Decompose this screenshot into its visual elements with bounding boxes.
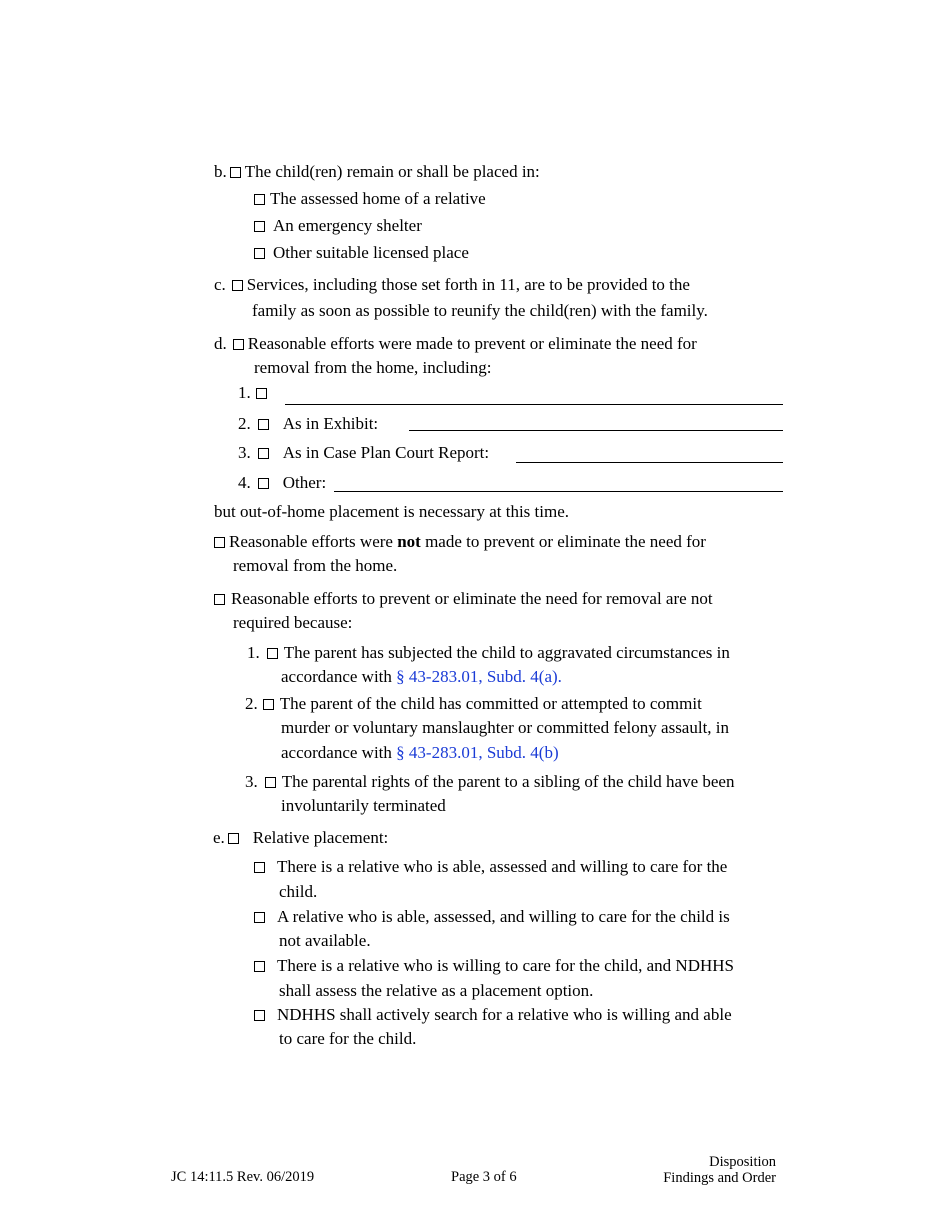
reason-number: 1. — [247, 643, 260, 662]
efforts-not-required-checkbox[interactable] — [214, 594, 225, 605]
placement-option-label: The assessed home of a relative — [270, 189, 486, 208]
relative-option — [254, 905, 730, 929]
reason-number: 2. — [245, 694, 258, 713]
effort-item-checkbox[interactable] — [256, 388, 267, 399]
footer-title-line: Findings and Order — [663, 1170, 776, 1186]
reason-number: 3. — [245, 772, 258, 791]
section-d — [214, 332, 697, 356]
efforts-not-required-text: Reasonable efforts to prevent or eliminate the need for removal are not — [231, 589, 713, 608]
placement-option — [254, 187, 486, 211]
relative-option-text: There is a relative who is willing to care for the child, and NDHHS — [277, 956, 734, 975]
relative-option-checkbox[interactable] — [254, 912, 265, 923]
reason-checkbox[interactable] — [267, 648, 278, 659]
statute-link-4a[interactable]: § 43-283.01, Subd. 4(a). — [396, 667, 562, 686]
exhibit-blank-line[interactable] — [409, 430, 783, 431]
section-d-label: d. — [214, 334, 227, 353]
reason-item — [245, 692, 702, 716]
reason-checkbox[interactable] — [263, 699, 274, 710]
reason-text-continued — [281, 741, 559, 765]
relative-option-text-continued: to care for the child. — [279, 1029, 417, 1048]
reason-text-prefix: accordance with — [281, 743, 397, 762]
effort-item — [238, 381, 267, 405]
placement-option-checkbox[interactable] — [254, 248, 265, 259]
relative-option — [254, 1003, 732, 1027]
placement-option-label: An emergency shelter — [273, 216, 422, 235]
efforts-not-made-emphasis: not — [397, 532, 421, 551]
effort-item-blank-line[interactable] — [285, 404, 783, 405]
relative-option-text: A relative who is able, assessed, and willing to care for the child is — [277, 907, 730, 926]
footer-title — [663, 1154, 776, 1186]
section-d-text-continued: removal from the home, including: — [254, 358, 492, 377]
reason-checkbox[interactable] — [265, 777, 276, 788]
efforts-not-required-text-continued: required because: — [233, 613, 353, 632]
section-b-label: b. — [214, 162, 227, 181]
section-d-checkbox[interactable] — [233, 339, 244, 350]
relative-option-checkbox[interactable] — [254, 1010, 265, 1021]
section-c-text: Services, including those set forth in 11, are to be provided to the — [246, 275, 690, 294]
reason-text: The parent of the child has committed or attempted to commit — [279, 694, 702, 713]
effort-item — [238, 471, 326, 495]
relative-option-text-continued: shall assess the relative as a placement option. — [279, 981, 594, 1000]
section-c-text-continued: family as soon as possible to reunify the child(ren) with the family. — [252, 301, 708, 320]
section-c-checkbox[interactable] — [232, 280, 243, 291]
effort-item-checkbox[interactable] — [258, 478, 269, 489]
efforts-not-made-text: Reasonable efforts were — [229, 532, 398, 551]
effort-item-number: 2. — [238, 414, 251, 433]
footer-title-line: Disposition — [709, 1154, 776, 1170]
footer-form-id: JC 14:11.5 Rev. 06/2019 — [171, 1169, 315, 1185]
footer-page-number: Page 3 of 6 — [451, 1169, 517, 1185]
section-d-conclusion: but out-of-home placement is necessary at this time. — [214, 502, 570, 521]
effort-item-label: As in Exhibit: — [282, 414, 379, 433]
relative-option — [254, 855, 727, 879]
other-blank-line[interactable] — [334, 491, 783, 492]
relative-option-text-continued: child. — [279, 882, 318, 901]
section-e-text: Relative placement: — [252, 828, 389, 847]
section-e — [213, 826, 388, 850]
reason-text-continued: murder or voluntary manslaughter or committed felony assault, in — [281, 718, 730, 737]
reason-text: The parental rights of the parent to a sibling of the child have been — [281, 772, 735, 791]
efforts-not-made-checkbox[interactable] — [214, 537, 225, 548]
section-b — [214, 160, 540, 184]
effort-item-number: 3. — [238, 443, 251, 462]
section-c — [214, 273, 690, 297]
effort-item-checkbox[interactable] — [258, 448, 269, 459]
effort-item-label: Other: — [282, 473, 327, 492]
effort-item — [238, 441, 489, 465]
placement-option — [254, 214, 422, 238]
effort-item-checkbox[interactable] — [258, 419, 269, 430]
reason-text-continued: involuntarily terminated — [281, 796, 446, 815]
section-b-checkbox[interactable] — [230, 167, 241, 178]
efforts-not-made-text-continued: removal from the home. — [233, 556, 398, 575]
placement-option — [254, 241, 469, 265]
efforts-not-made-text-end: made to prevent or eliminate the need for — [420, 532, 706, 551]
statute-link-4b[interactable]: § 43-283.01, Subd. 4(b) — [396, 743, 559, 762]
relative-option-checkbox[interactable] — [254, 862, 265, 873]
section-e-checkbox[interactable] — [228, 833, 239, 844]
effort-item-number: 4. — [238, 473, 251, 492]
placement-option-checkbox[interactable] — [254, 194, 265, 205]
effort-item — [238, 412, 378, 436]
relative-option-text: There is a relative who is able, assessed and willing to care for the — [277, 857, 728, 876]
efforts-not-required — [214, 587, 713, 611]
reason-text: The parent has subjected the child to aggravated circumstances in — [283, 643, 730, 662]
section-b-text: The child(ren) remain or shall be placed in: — [244, 162, 540, 181]
relative-option-text: NDHHS shall actively search for a relative who is willing and able — [277, 1005, 732, 1024]
relative-option — [254, 954, 734, 978]
placement-option-label: Other suitable licensed place — [273, 243, 469, 262]
effort-item-label: As in Case Plan Court Report: — [282, 443, 490, 462]
relative-option-text-continued: not available. — [279, 931, 371, 950]
reason-item — [245, 770, 734, 794]
section-d-text: Reasonable efforts were made to prevent or eliminate the need for — [247, 334, 697, 353]
case-plan-blank-line[interactable] — [516, 462, 783, 463]
section-c-label: c. — [214, 275, 226, 294]
relative-option-checkbox[interactable] — [254, 961, 265, 972]
section-e-label: e. — [213, 828, 225, 847]
placement-option-checkbox[interactable] — [254, 221, 265, 232]
efforts-not-made — [214, 530, 706, 554]
effort-item-number: 1. — [238, 383, 251, 402]
reason-text-continued — [281, 665, 562, 689]
reason-item — [247, 641, 730, 665]
reason-text-prefix: accordance with — [281, 667, 397, 686]
